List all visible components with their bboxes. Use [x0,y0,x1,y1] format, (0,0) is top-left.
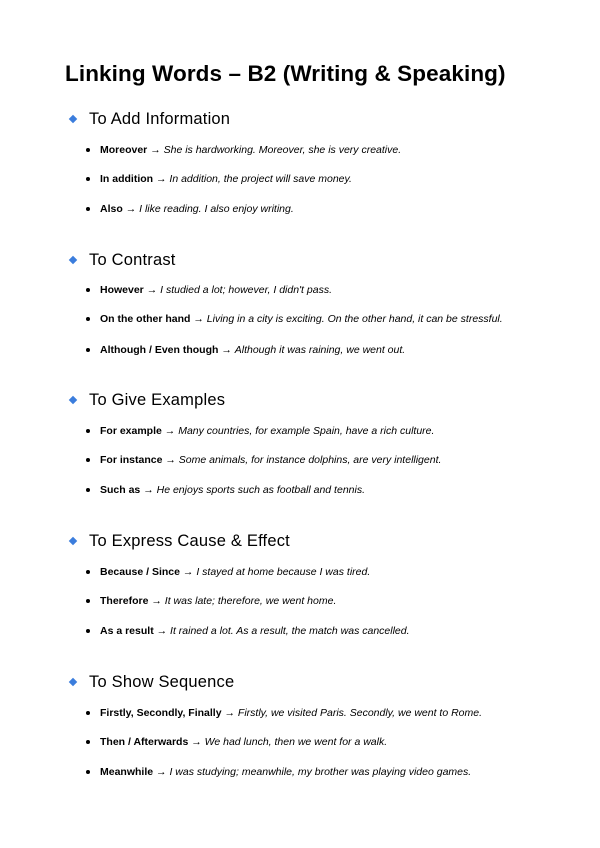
example-sentence: Some animals, for instance dolphins, are very intelligent. [178,454,442,466]
section-heading [69,388,225,412]
arrow-icon: → [156,625,168,637]
list-item [0,170,600,188]
item-text [100,733,387,751]
list-item [0,704,600,722]
linking-term: Such as [100,484,141,496]
linking-term: Also [100,203,123,215]
arrow-icon: → [143,484,154,496]
bullet-icon [86,629,90,633]
arrow-icon: → [164,425,176,437]
section-title: To Express Cause & Effect [89,532,290,550]
bullet-icon [86,599,90,603]
item-text [100,481,365,499]
item-text [100,563,370,581]
item-text [100,141,401,159]
linking-term: For example [100,425,162,437]
bullet-icon [86,317,90,321]
diamond-icon [69,396,77,404]
list-item [0,200,600,218]
arrow-icon: → [146,284,158,296]
section-heading [69,107,230,131]
bullet-icon [86,429,90,433]
list-item [0,481,600,499]
section-title: To Contrast [89,251,176,269]
arrow-icon: → [182,566,194,578]
example-sentence: In addition, the project will save money. [169,173,352,185]
diamond-icon [69,678,77,686]
example-sentence: He enjoys sports such as football and tennis. [156,484,365,496]
item-text [100,422,434,440]
list-item [0,341,600,359]
linking-term: Therefore [100,595,149,607]
arrow-icon: → [224,707,235,719]
arrow-icon: → [193,313,204,325]
linking-term: Because / Since [100,566,180,578]
list-item [0,422,600,440]
example-sentence: Living in a city is exciting. On the other hand, it can be stressful. [206,313,503,325]
bullet-icon [86,740,90,744]
arrow-icon: → [191,736,202,748]
list-item [0,563,600,581]
linking-term: For instance [100,454,163,466]
item-text [100,200,294,218]
example-sentence: It was late; therefore, we went home. [164,595,337,607]
item-text [100,170,352,188]
example-sentence: Many countries, for example Spain, have a rich culture. [178,425,435,437]
arrow-icon: → [156,173,167,185]
arrow-icon: → [150,144,161,156]
bullet-icon [86,207,90,211]
bullet-icon [86,348,90,352]
section-title: To Show Sequence [89,673,235,691]
list-item [0,763,600,781]
item-text [100,310,503,328]
section-heading [69,670,234,694]
arrow-icon: → [165,454,176,466]
diamond-icon [69,537,77,545]
linking-term: Meanwhile [100,766,154,778]
diamond-icon [69,256,77,264]
list-item [0,622,600,640]
example-sentence: I stayed at home because I was tired. [196,566,371,578]
arrow-icon: → [151,595,162,607]
arrow-icon: → [221,344,232,356]
linking-term: Moreover [100,144,148,156]
bullet-icon [86,488,90,492]
bullet-icon [86,770,90,774]
linking-term: Then / Afterwards [100,736,189,748]
list-item [0,592,600,610]
section-title: To Add Information [89,110,231,128]
example-sentence: It rained a lot. As a result, the match was cancelled. [170,625,410,637]
linking-term: Firstly, Secondly, Finally [100,707,222,719]
example-sentence: We had lunch, then we went for a walk. [204,736,388,748]
list-item [0,451,600,469]
linking-term: Although / Even though [100,344,219,356]
diamond-icon [69,115,77,123]
item-text [100,592,336,610]
bullet-icon [86,288,90,292]
item-text [100,622,410,640]
list-item [0,281,600,299]
list-item [0,733,600,751]
bullet-icon [86,458,90,462]
bullet-icon [86,570,90,574]
linking-term: However [100,284,144,296]
item-text [100,763,471,781]
section-heading [69,529,290,553]
list-item [0,310,600,328]
arrow-icon: → [125,203,137,215]
example-sentence: I studied a lot; however, I didn't pass. [160,284,332,296]
example-sentence: I was studying; meanwhile, my brother was playing video games. [169,766,472,778]
section-title: To Give Examples [89,391,226,409]
bullet-icon [86,177,90,181]
linking-term: In addition [100,173,154,185]
item-text [100,704,482,722]
linking-term: As a result [100,625,154,637]
bullet-icon [86,711,90,715]
example-sentence: I like reading. I also enjoy writing. [139,203,294,215]
item-text [100,281,332,299]
document-title: Linking Words – B2 (Writing & Speaking) [65,61,506,86]
example-sentence: Firstly, we visited Paris. Secondly, we went to Rome. [237,707,483,719]
arrow-icon: → [156,766,167,778]
linking-term: On the other hand [100,313,191,325]
list-item [0,141,600,159]
bullet-icon [86,148,90,152]
example-sentence: Although it was raining, we went out. [234,344,406,356]
item-text [100,451,441,469]
section-heading [69,248,176,272]
item-text [100,341,405,359]
example-sentence: She is hardworking. Moreover, she is very creative. [163,144,402,156]
